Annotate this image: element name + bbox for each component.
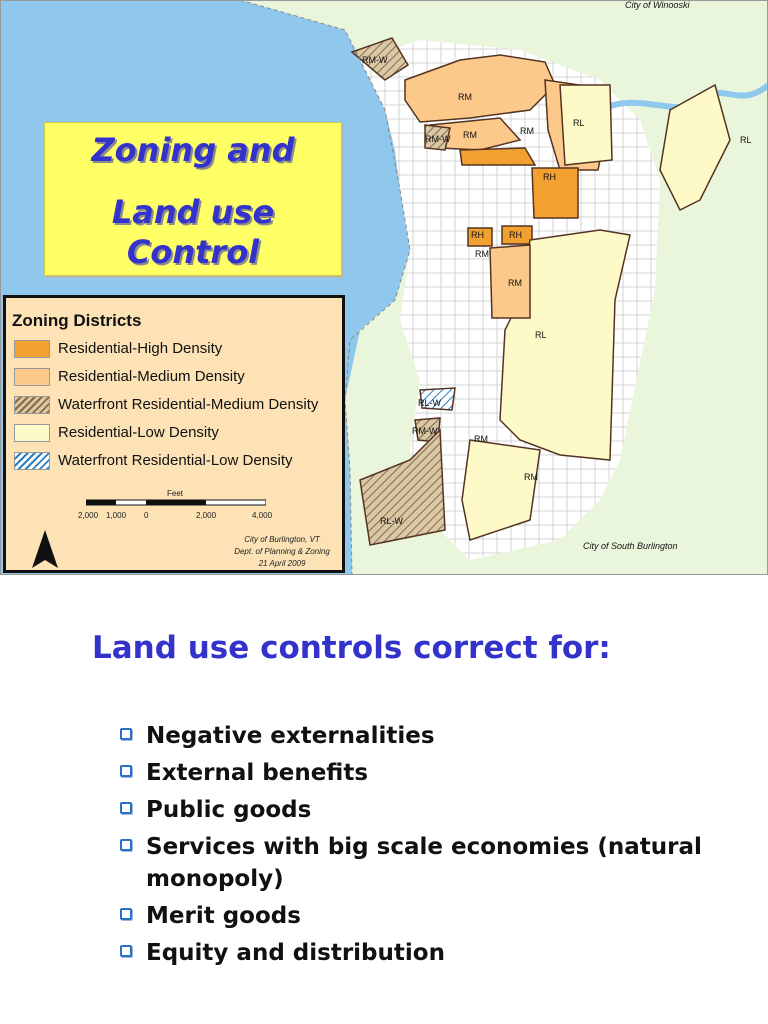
checkbox-bullet-icon — [120, 908, 132, 920]
credit-line: Dept. of Planning & Zoning — [234, 547, 330, 556]
scale-tick: 0 — [144, 511, 149, 520]
scale-bar — [86, 498, 266, 508]
legend-swatch — [14, 340, 50, 358]
legend-label: Waterfront Residential-Low Density — [58, 452, 293, 469]
zone-rl-north — [560, 85, 612, 165]
legend-label: Residential-Medium Density — [58, 368, 245, 385]
zone-label: RL — [740, 135, 752, 145]
scale-tick: 1,000 — [106, 511, 127, 520]
list-item: Negative externalities — [118, 720, 738, 752]
zone-label: RH — [509, 230, 522, 240]
zone-label: RM — [524, 472, 538, 482]
list-item: External benefits — [118, 757, 738, 789]
zone-label: RM — [508, 278, 522, 288]
section-heading: Land use controls correct for: — [92, 630, 611, 666]
scale-tick: 2,000 — [196, 511, 217, 520]
winooski-label: City of Winooski — [625, 0, 690, 10]
checkbox-bullet-icon — [120, 802, 132, 814]
title-line-3: Control — [126, 233, 260, 271]
zone-label: RM — [520, 126, 534, 136]
zone-label: RL — [573, 118, 585, 128]
map-legend — [3, 295, 345, 573]
list-item: Merit goods — [118, 900, 738, 932]
north-arrow-icon — [30, 528, 60, 570]
list-item: Public goods — [118, 794, 738, 826]
legend-title: Zoning Districts — [12, 311, 142, 330]
zone-label: RL-W — [380, 516, 403, 526]
title-box — [44, 122, 342, 276]
title-line-1: Zoning and — [91, 131, 295, 169]
legend-label: Residential-Low Density — [58, 424, 219, 441]
legend-swatch — [14, 396, 50, 414]
zone-label: RH — [543, 172, 556, 182]
zone-label: RM-W — [362, 55, 388, 65]
checkbox-bullet-icon — [120, 765, 132, 777]
zone-label: RM — [474, 434, 488, 444]
list-item: Equity and distribution — [118, 937, 738, 969]
zone-label: RM — [463, 130, 477, 140]
zone-label: RL-W — [418, 398, 441, 408]
checkbox-bullet-icon — [120, 728, 132, 740]
scale-unit: Feet — [167, 489, 184, 498]
legend-swatch — [14, 452, 50, 470]
zone-label: RM — [458, 92, 472, 102]
title-line-2: Land use — [111, 193, 275, 231]
legend-label: Residential-High Density — [58, 340, 223, 357]
legend-swatch — [14, 368, 50, 386]
credit-line: 21 April 2009 — [258, 559, 306, 568]
zone-label: RH — [471, 230, 484, 240]
checkbox-bullet-icon — [120, 839, 132, 851]
zone-label: RM-W — [425, 134, 451, 144]
checkbox-bullet-icon — [120, 945, 132, 957]
list-item: Services with big scale economies (natural monopoly) — [118, 831, 738, 895]
zone-label: RL — [535, 330, 547, 340]
scale-tick: 4,000 — [252, 511, 273, 520]
zone-label: RM — [475, 249, 489, 259]
legend-label: Waterfront Residential-Medium Density — [58, 396, 319, 413]
zone-rh-strip — [460, 148, 535, 165]
zone-label: RM-W — [412, 426, 438, 436]
legend-swatch — [14, 424, 50, 442]
south-burlington-label: City of South Burlington — [583, 541, 678, 551]
credit-line: City of Burlington, VT — [244, 535, 320, 544]
bullet-list — [118, 720, 738, 974]
scale-tick: 2,000 — [78, 511, 99, 520]
